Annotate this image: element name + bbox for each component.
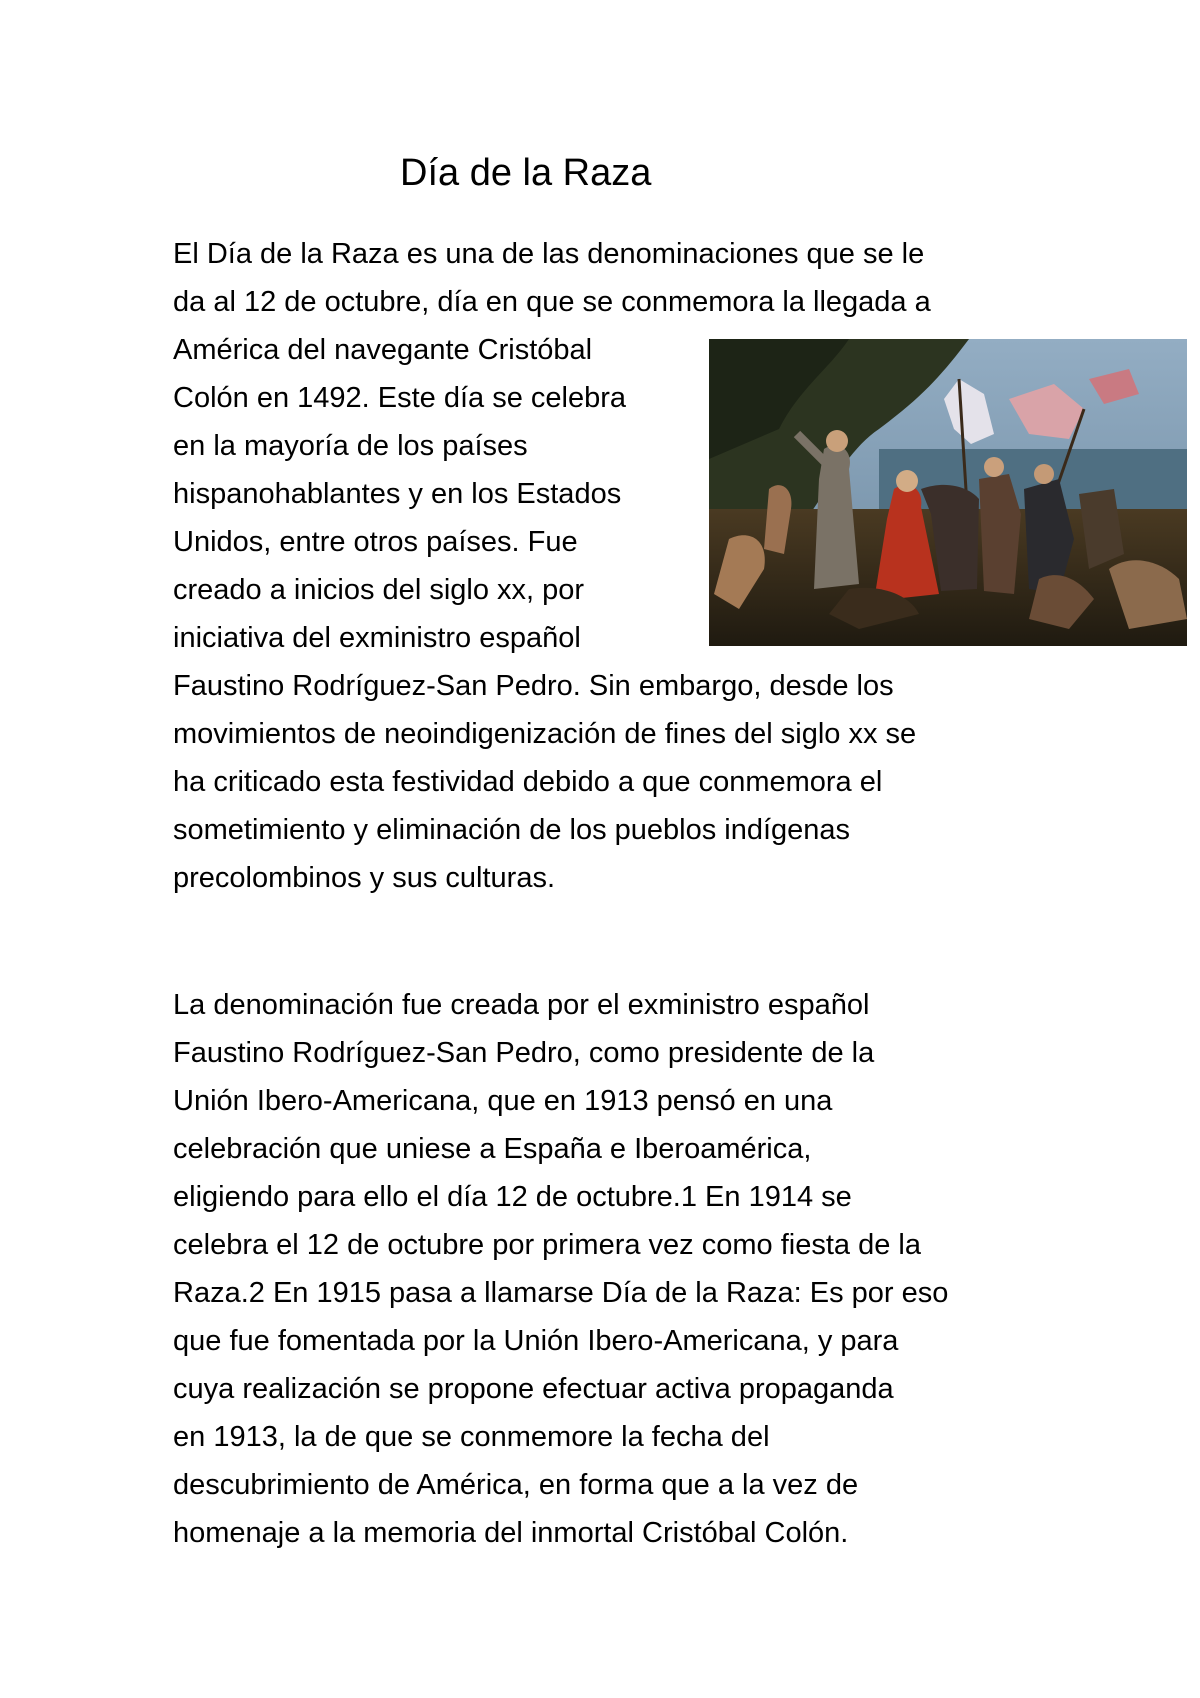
text-line: da al 12 de octubre, día en que se conmemora la llegada a xyxy=(173,286,931,318)
text-line: Colón en 1492. Este día se celebra xyxy=(173,382,627,414)
text-line: homenaje a la memoria del inmortal Cristóbal Colón. xyxy=(173,1517,849,1549)
columbus-landing-painting xyxy=(709,339,1187,646)
text-line: sometimiento y eliminación de los pueblos indígenas xyxy=(173,814,851,846)
text-line: en la mayoría de los países xyxy=(173,430,528,462)
text-line: Faustino Rodríguez-San Pedro, como presidente de la xyxy=(173,1037,875,1069)
text-line: eligiendo para ello el día 12 de octubre.1 En 1914 se xyxy=(173,1181,852,1213)
text-line: celebración que uniese a España e Iberoamérica, xyxy=(173,1133,812,1165)
text-line: creado a inicios del siglo xx, por xyxy=(173,574,585,606)
text-line: América del navegante Cristóbal xyxy=(173,334,593,366)
paragraph-origin xyxy=(173,981,1053,1557)
text-line: Unidos, entre otros países. Fue xyxy=(173,526,578,558)
text-line: celebra el 12 de octubre por primera vez como fiesta de la xyxy=(173,1229,921,1261)
text-line: La denominación fue creada por el exministro español xyxy=(173,989,870,1021)
text-line: iniciativa del exministro español xyxy=(173,622,581,654)
text-line: ha criticado esta festividad debido a que conmemora el xyxy=(173,766,883,798)
text-line: El Día de la Raza es una de las denominaciones que se le xyxy=(173,238,925,270)
text-line: Unión Ibero-Americana, que en 1913 pensó en una xyxy=(173,1085,833,1117)
text-line: precolombinos y sus culturas. xyxy=(173,862,555,894)
painting-illustration xyxy=(709,339,1187,646)
text-line: descubrimiento de América, en forma que a la vez de xyxy=(173,1469,859,1501)
text-line: cuya realización se propone efectuar activa propaganda xyxy=(173,1373,894,1405)
text-line: Faustino Rodríguez-San Pedro. Sin embargo, desde los xyxy=(173,670,894,702)
text-line: hispanohablantes y en los Estados xyxy=(173,478,622,510)
text-line: Raza.2 En 1915 pasa a llamarse Día de la Raza: Es por eso xyxy=(173,1277,949,1309)
text-line: movimientos de neoindigenización de fines del siglo xx se xyxy=(173,718,917,750)
text-line: en 1913, la de que se conmemore la fecha del xyxy=(173,1421,770,1453)
text-line: que fue fomentada por la Unión Ibero-Americana, y para xyxy=(173,1325,899,1357)
page-title: Día de la Raza xyxy=(400,152,652,194)
